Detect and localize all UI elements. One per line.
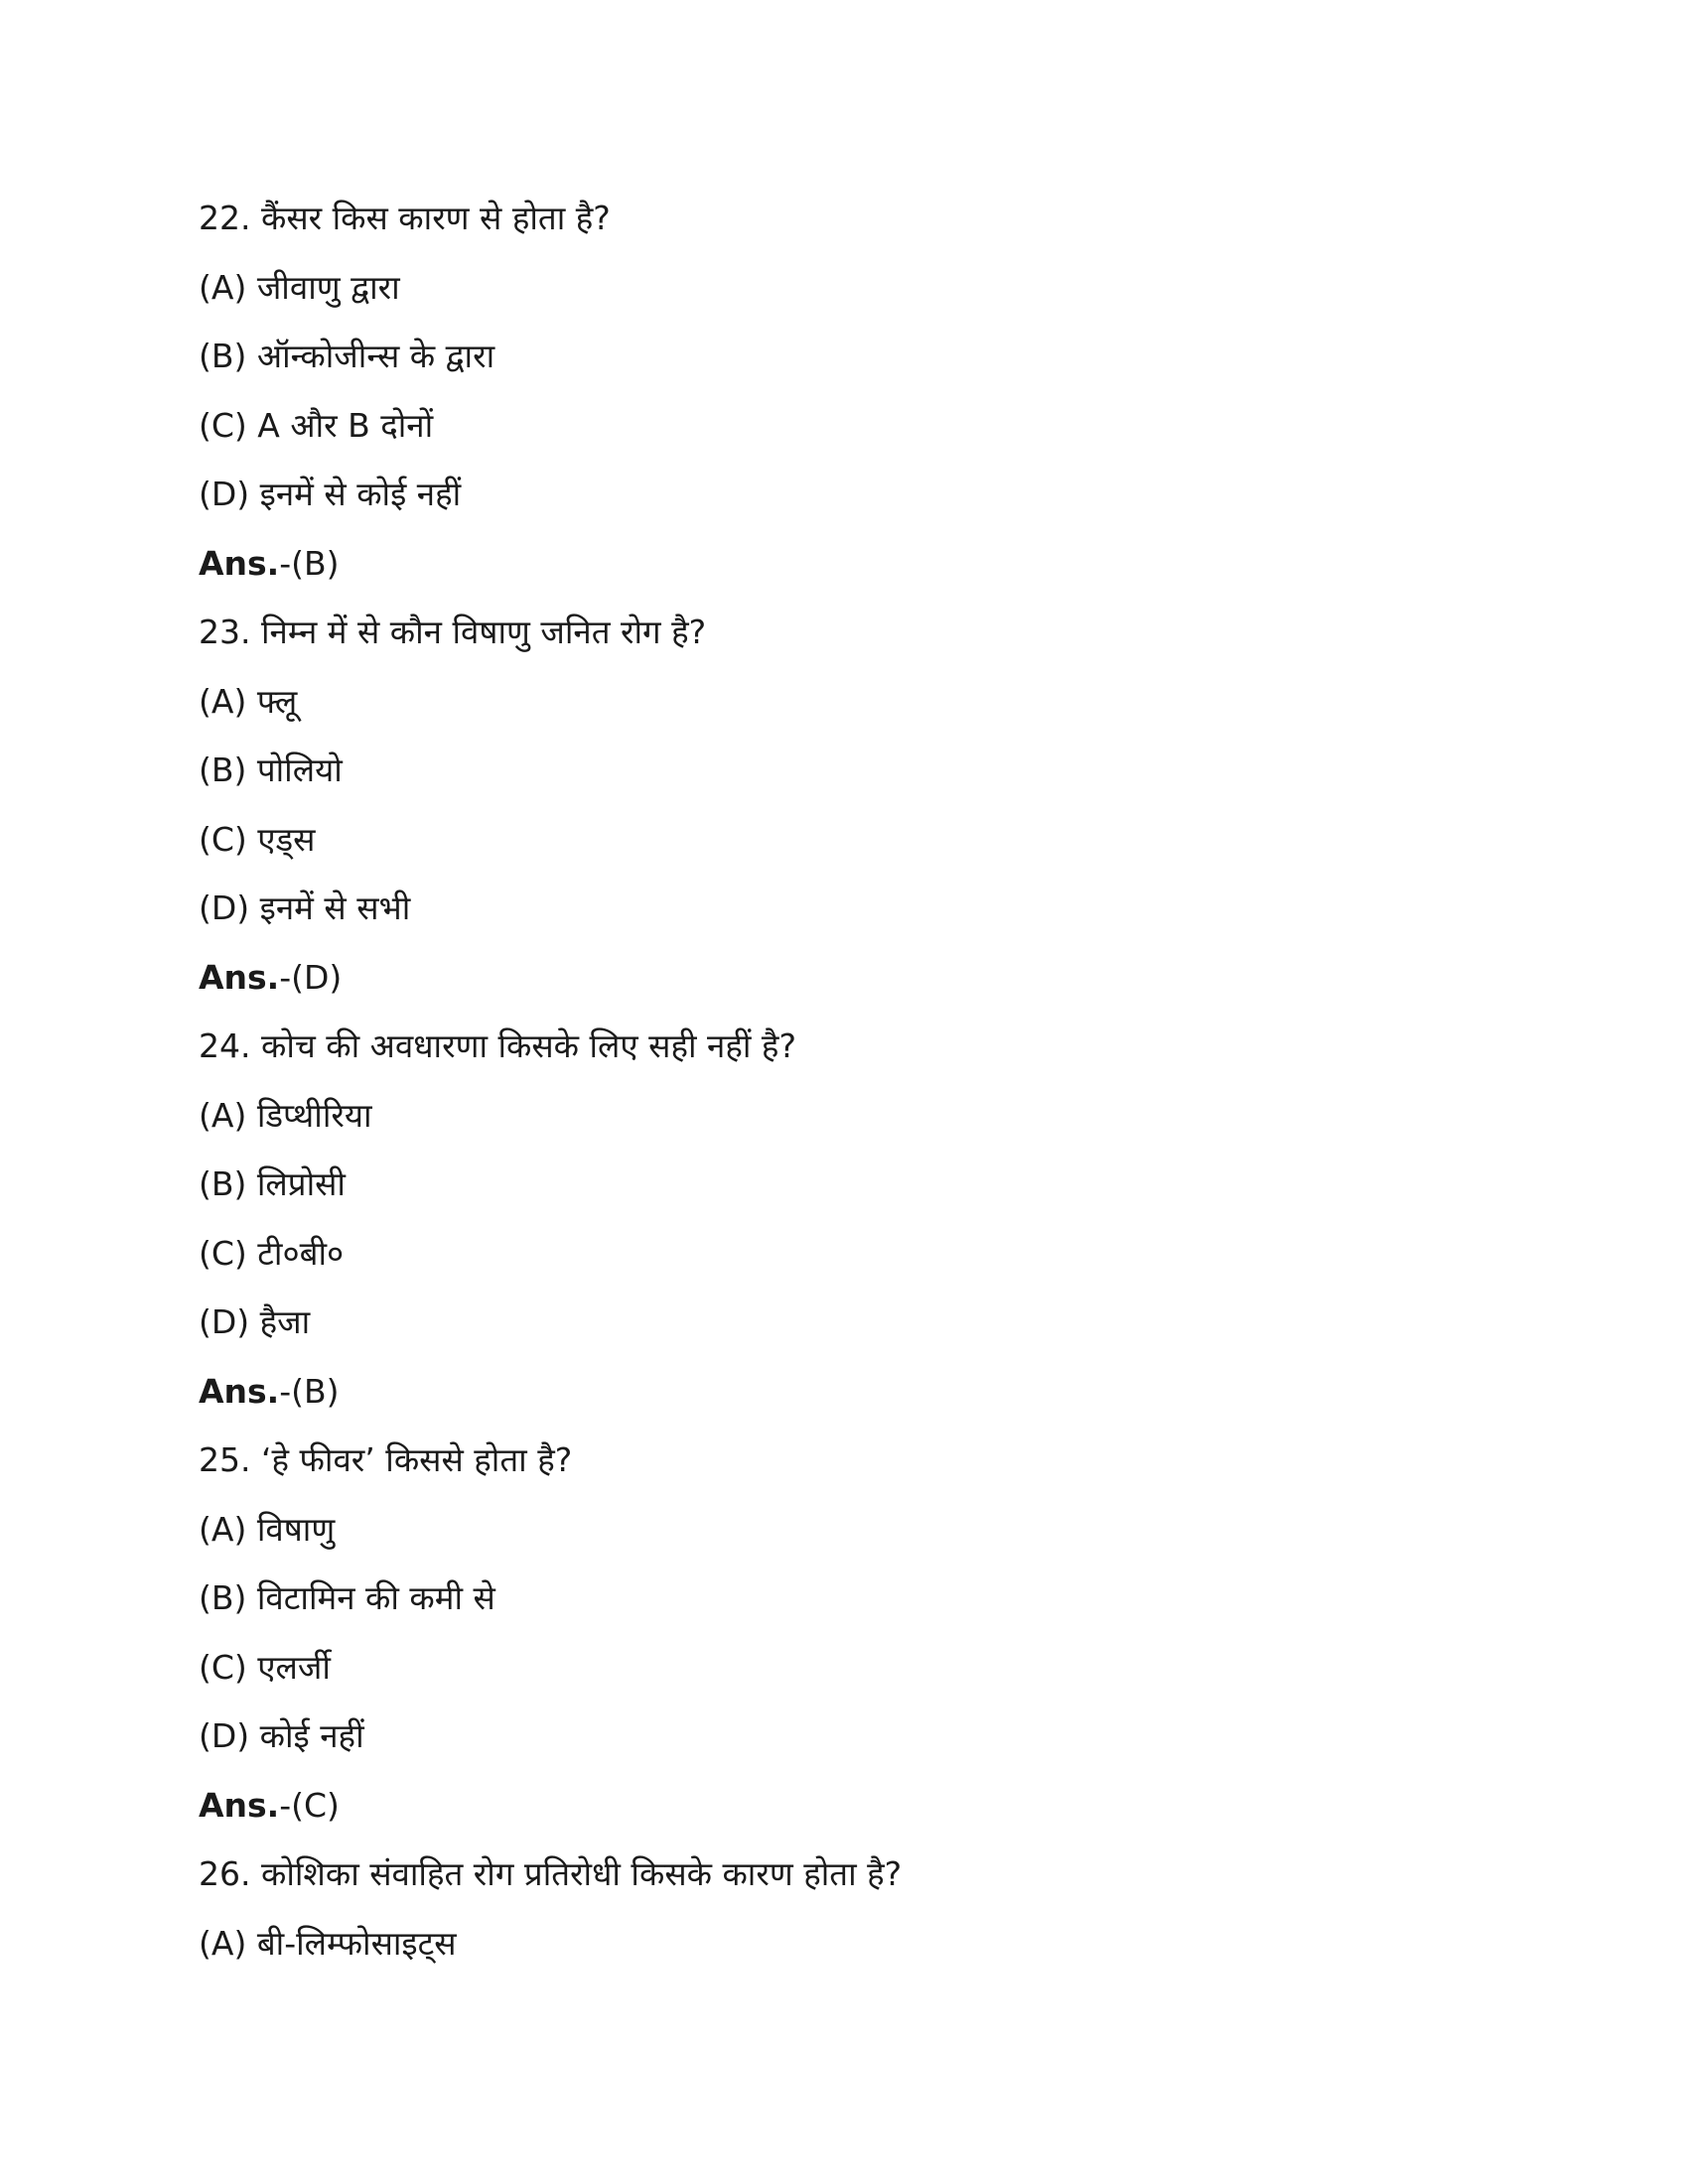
q23-option-c: (C) एड्स	[199, 820, 316, 859]
q24-option-a: (A) डिप्थीरिया	[199, 1096, 372, 1135]
q24-option-c: (C) टी०बी०	[199, 1234, 345, 1273]
question-24: 24. कोच की अवधारणा किसके लिए सही नहीं है?	[199, 1026, 796, 1065]
question-26: 26. कोशिका संवाहित रोग प्रतिरोधी किसके कारण होता है?	[199, 1854, 903, 1893]
q23-answer	[199, 956, 1489, 1000]
q26-option-a: (A) बी-लिम्फोसाइट्स	[199, 1924, 457, 1963]
q23-option-a: (A) फ्लू	[199, 682, 298, 721]
q25-option-c: (C) एलर्जी	[199, 1648, 331, 1687]
q24-option-d: (D) हैजा	[199, 1302, 311, 1341]
q24-answer	[199, 1370, 1489, 1414]
answer-label: Ans.	[199, 1372, 280, 1411]
question-23: 23. निम्न में से कौन विषाणु जनित रोग है?	[199, 613, 707, 651]
q25-answer	[199, 1784, 1489, 1828]
q24-option-b: (B) लिप्रोसी	[199, 1164, 346, 1203]
q22-option-d: (D) इनमें से कोई नहीं	[199, 475, 462, 513]
q22-option-a: (A) जीवाणु द्वारा	[199, 268, 400, 307]
answer-value: -(D)	[279, 958, 343, 997]
q25-option-a: (A) विषाणु	[199, 1510, 336, 1549]
q22-option-b: (B) ऑन्कोजीन्स के द्वारा	[199, 337, 495, 375]
answer-value: -(C)	[279, 1786, 340, 1825]
answer-value: -(B)	[279, 544, 340, 583]
q25-option-d: (D) कोई नहीं	[199, 1716, 364, 1755]
q22-answer	[199, 542, 1489, 586]
answer-label: Ans.	[199, 1786, 280, 1825]
answer-label: Ans.	[199, 544, 280, 583]
q23-option-b: (B) पोलियो	[199, 751, 343, 789]
answer-label: Ans.	[199, 958, 280, 997]
q22-option-c: (C) A और B दोनों	[199, 406, 434, 445]
q25-option-b: (B) विटामिन की कमी से	[199, 1578, 495, 1617]
q23-option-d: (D) इनमें से सभी	[199, 888, 411, 927]
answer-value: -(B)	[279, 1372, 340, 1411]
question-22: 22. कैंसर किस कारण से होता है?	[199, 199, 611, 237]
question-25: 25. ‘हे फीवर’ किससे होता है?	[199, 1440, 573, 1479]
